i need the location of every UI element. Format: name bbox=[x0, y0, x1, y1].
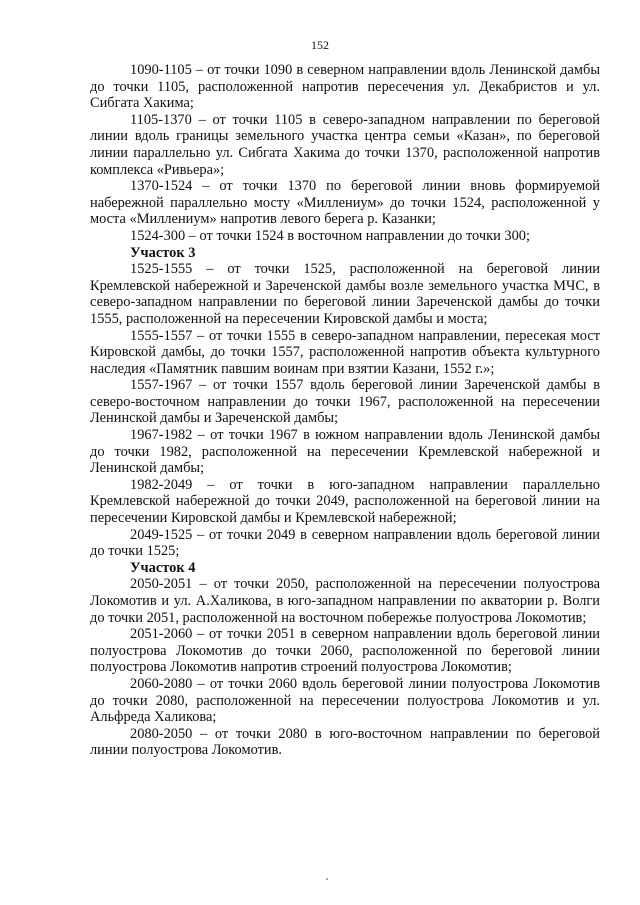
paragraph: 1090-1105 – от точки 1090 в северном направлении вдоль Ленинской дамбы до точки 1105, расположенной напротив пересечения ул. Декабристов и ул. Сибгата Хакима; bbox=[90, 62, 600, 112]
paragraph: 1524-300 – от точки 1524 в восточном направлении до точки 300; bbox=[130, 227, 530, 244]
paragraph: 1967-1982 – от точки 1967 в южном направлении вдоль Ленинской дамбы до точки 1982, расположенной на пересечении Кремлевской набережной и Ленинской дамбы; bbox=[90, 427, 600, 477]
paragraph: 2080-2050 – от точки 2080 в юго-восточном направлении по береговой линии полуострова Локомотив. bbox=[90, 725, 600, 759]
paragraph: 2050-2051 – от точки 2050, расположенной на пересечении полуострова Локомотив и ул. А.Халикова, в юго-западном направлении по акватории р. Волги до точки 2051, расположенной на восточном побережье полуострова Локомотив; bbox=[90, 576, 600, 626]
paragraph: 1555-1557 – от точки 1555 в северо-западном направлении, пересекая мост Кировской дамбы, до точки 1557, расположенной напротив объекта культурного наследия «Памятник павшим воинам при взятии Казани, 1552 г.»; bbox=[90, 327, 600, 377]
document-body bbox=[90, 62, 600, 759]
section-heading-3: Участок 3 bbox=[130, 244, 196, 261]
page-number: 152 bbox=[311, 38, 329, 52]
paragraph: 2051-2060 – от точки 2051 в северном направлении вдоль береговой линии полуострова Локомотив до точки 2060, расположенной по береговой линии полуострова Локомотив напротив строений полуострова Локомотив; bbox=[90, 626, 600, 676]
paragraph: 1557-1967 – от точки 1557 вдоль береговой линии Зареченской дамбы в северо-восточном направлении до точки 1967, расположенной на пересечении Ленинской дамбы и Зареченской дамбы; bbox=[90, 377, 600, 427]
paragraph: 1982-2049 – от точки в юго-западном направлении параллельно Кремлевской набережной до точки 2049, расположенной на береговой линии на пересечении Кировской дамбы и Кремлевской набережной; bbox=[90, 476, 600, 527]
paragraph: 1105-1370 – от точки 1105 в северо-западном направлении по береговой линии вдоль границы земельного участка центра семьи «Казан», по береговой линии параллельно ул. Сибгата Хакима до точки 1370, расположенной напротив комплекса «Ривьера»; bbox=[90, 111, 600, 178]
scan-speck bbox=[326, 878, 328, 880]
paragraph: 2049-1525 – от точки 2049 в северном направлении вдоль береговой линии до точки 1525; bbox=[90, 526, 600, 560]
paragraph: 1370-1524 – от точки 1370 по береговой линии вновь формируемой набережной параллельно мосту «Миллениум» до точки 1524, расположенной у моста «Миллениум» напротив левого берега р. Казанки; bbox=[90, 178, 600, 228]
section-heading-4: Участок 4 bbox=[130, 559, 196, 576]
paragraph: 1525-1555 – от точки 1525, расположенной на береговой линии Кремлевской набережной и Зареченской дамбы возле земельного участка МЧС, в северо-западном направлении по береговой линии Зареченской дамбы до точки 1555, расположенной на пересечении Кировской дамбы и моста; bbox=[90, 261, 600, 327]
paragraph: 2060-2080 – от точки 2060 вдоль береговой линии полуострова Локомотив до точки 2080, расположенной на пересечении полуострова Локомотив и ул. Альфреда Халикова; bbox=[90, 675, 600, 726]
